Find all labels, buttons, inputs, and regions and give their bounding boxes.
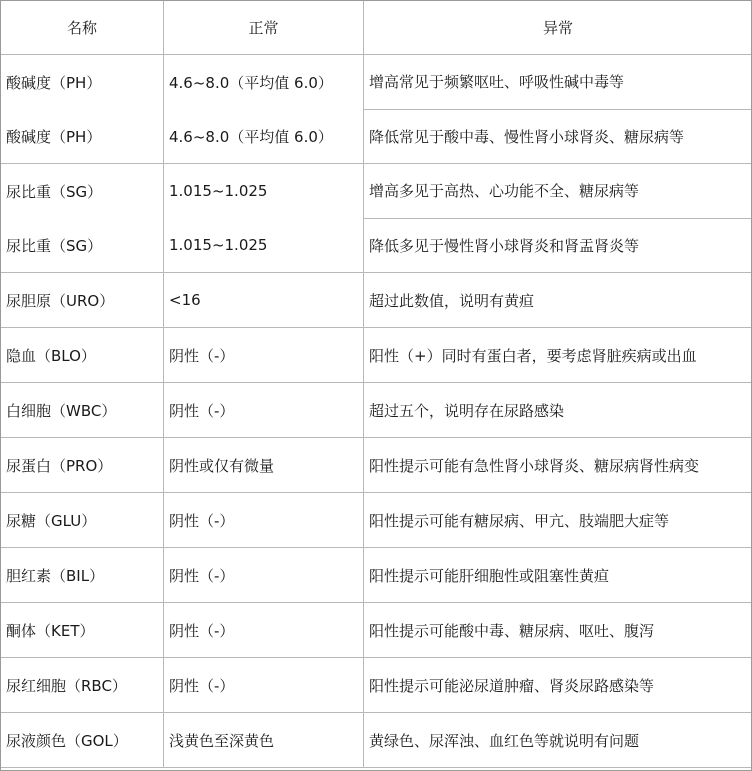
name-cell: 尿糖（GLU） xyxy=(1,493,164,548)
normal-cell: 阴性（-） xyxy=(164,383,364,438)
abnormal-cell: 阳性（+）同时有蛋白者，要考虑肾脏疾病或出血 xyxy=(364,328,752,383)
normal-cell: 阴性或仅有微量 xyxy=(164,438,364,493)
normal-sg-high: 1.015~1.025 xyxy=(169,182,268,200)
table-row xyxy=(1,658,752,713)
table-row-ph xyxy=(1,55,752,164)
name-cell-sg xyxy=(1,164,164,273)
normal-cell: 阴性（-） xyxy=(164,658,364,713)
normal-sg-low: 1.015~1.025 xyxy=(169,236,268,254)
table-row xyxy=(1,273,752,328)
table-row xyxy=(1,713,752,768)
abnormal-cell: 超过此数值，说明有黄疸 xyxy=(364,273,752,328)
table-row xyxy=(1,603,752,658)
name-cell: 尿液颜色（GOL） xyxy=(1,713,164,768)
abnormal-cell: 阳性提示可能酸中毒、糖尿病、呕吐、腹泻 xyxy=(364,603,752,658)
normal-cell-ph xyxy=(164,55,364,164)
table-row xyxy=(1,493,752,548)
table-header-row xyxy=(1,1,752,55)
name-cell: 胆红素（BIL） xyxy=(1,548,164,603)
name-cell-ph xyxy=(1,55,164,164)
abnormal-cell: 阳性提示可能泌尿道肿瘤、肾炎尿路感染等 xyxy=(364,658,752,713)
abnormal-cell: 黄绿色、尿浑浊、血红色等就说明有问题 xyxy=(364,713,752,768)
abnormal-ph-high: 增高常见于频繁呕吐、呼吸性碱中毒等 xyxy=(364,55,752,110)
name-sg-high: 尿比重（SG） xyxy=(6,182,103,201)
abnormal-cell-ph xyxy=(364,55,752,164)
name-ph-low: 酸碱度（PH） xyxy=(6,127,102,146)
normal-cell-sg xyxy=(164,164,364,273)
abnormal-sg-high: 增高多见于高热、心功能不全、糖尿病等 xyxy=(364,164,752,219)
abnormal-cell-sg xyxy=(364,164,752,273)
name-cell: 酮体（KET） xyxy=(1,603,164,658)
header-name: 名称 xyxy=(1,1,164,55)
normal-cell: 浅黄色至深黄色 xyxy=(164,713,364,768)
name-cell: 尿胆原（URO） xyxy=(1,273,164,328)
abnormal-ph-low: 降低常见于酸中毒、慢性肾小球肾炎、糖尿病等 xyxy=(369,127,685,146)
name-sg-low: 尿比重（SG） xyxy=(6,236,103,255)
abnormal-cell: 阳性提示可能有糖尿病、甲亢、肢端肥大症等 xyxy=(364,493,752,548)
normal-ph-high: 4.6~8.0（平均值 6.0） xyxy=(169,73,333,92)
table-row xyxy=(1,328,752,383)
name-cell: 尿蛋白（PRO） xyxy=(1,438,164,493)
header-normal: 正常 xyxy=(164,1,364,55)
normal-cell: <16 xyxy=(164,273,364,328)
header-abnormal: 异常 xyxy=(364,1,752,55)
table-row-sg xyxy=(1,164,752,273)
normal-cell: 阴性（-） xyxy=(164,328,364,383)
name-cell: 尿红细胞（RBC） xyxy=(1,658,164,713)
abnormal-cell: 超过五个，说明存在尿路感染 xyxy=(364,383,752,438)
normal-cell: 阴性（-） xyxy=(164,548,364,603)
abnormal-cell: 阳性提示可能有急性肾小球肾炎、糖尿病肾性病变 xyxy=(364,438,752,493)
table-row xyxy=(1,383,752,438)
name-ph-high: 酸碱度（PH） xyxy=(6,73,102,92)
name-cell: 隐血（BLO） xyxy=(1,328,164,383)
abnormal-cell: 阳性提示可能肝细胞性或阻塞性黄疸 xyxy=(364,548,752,603)
normal-cell: 阴性（-） xyxy=(164,603,364,658)
normal-ph-low: 4.6~8.0（平均值 6.0） xyxy=(169,127,333,146)
name-cell: 白细胞（WBC） xyxy=(1,383,164,438)
normal-cell: 阴性（-） xyxy=(164,493,364,548)
table-row xyxy=(1,438,752,493)
table-row xyxy=(1,548,752,603)
abnormal-sg-low: 降低多见于慢性肾小球肾炎和肾盂肾炎等 xyxy=(369,236,640,255)
